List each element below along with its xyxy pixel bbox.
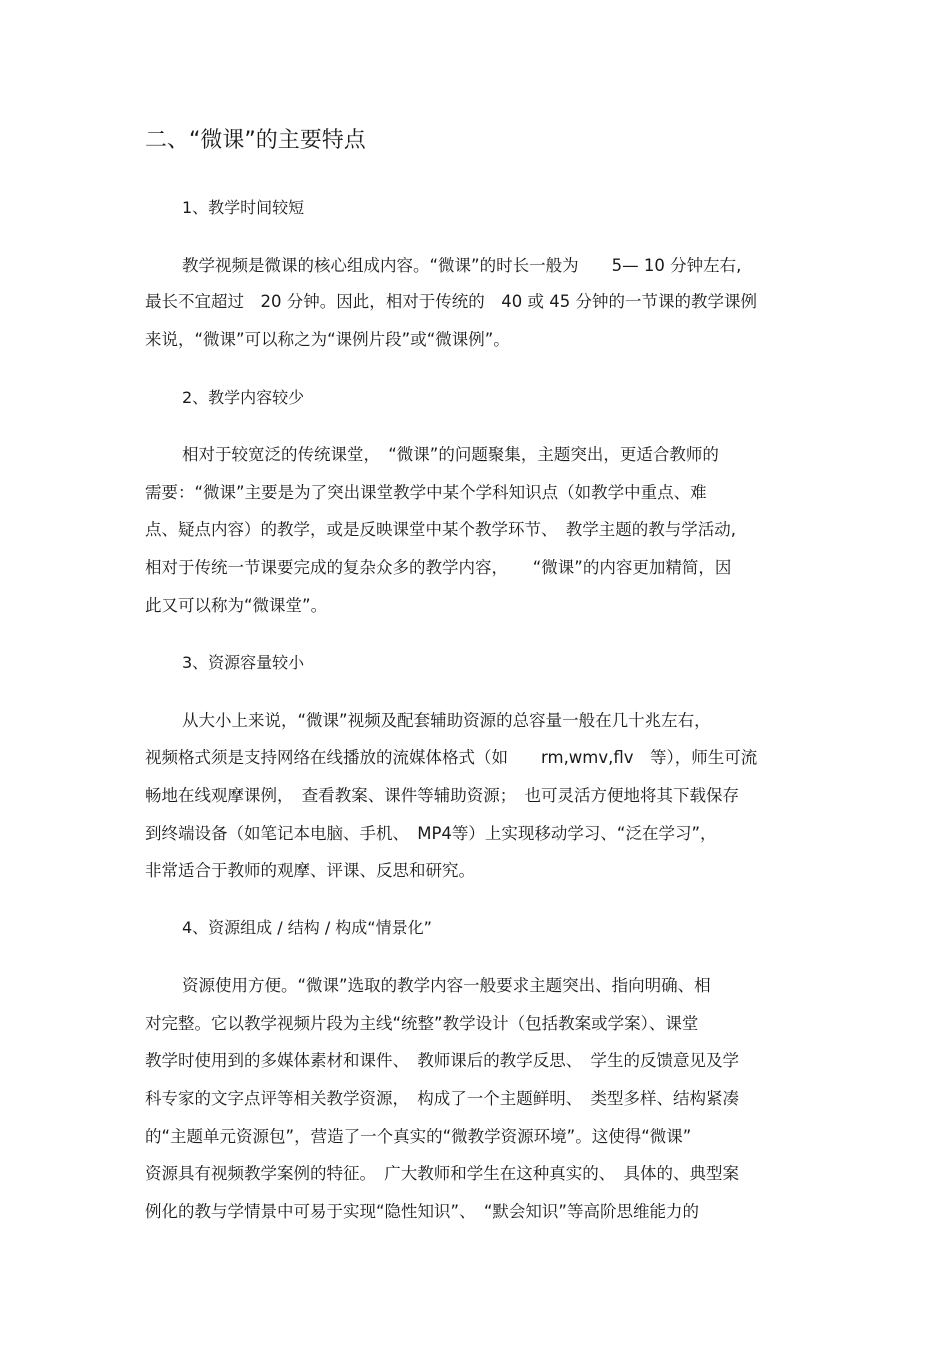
paragraph-1-line-3: 来说，“微课”可以称之为“课例片段”或“微课例”。 [145,330,510,349]
paragraph-3-line-2: 视频格式须是支持网络在线播放的流媒体格式（如 rm,wmv,flv 等），师生可流 [145,748,758,767]
paragraph-3-line-4: 到终端设备（如笔记本电脑、手机、 MP4等）上实现移动学习、“泛在学习”， [145,824,717,843]
subheading-3: 3、资源容量较小 [182,653,305,672]
paragraph-4-line-4: 科专家的文字点评等相关教学资源， 构成了一个主题鲜明、 类型多样、结构紧凑 [145,1089,739,1108]
paragraph-4-line-2: 对完整。它以教学视频片段为主线“统整”教学设计（包括教案或学案）、课堂 [145,1014,699,1033]
paragraph-1-line-1: 教学视频是微课的核心组成内容。“微课”的时长一般为 5— 10 分钟左右, [182,256,742,275]
paragraph-3-line-1: 从大小上来说，“微课”视频及配套辅助资源的总容量一般在几十兆左右， [182,711,711,730]
paragraph-2-line-4: 相对于传统一节课要完成的复杂众多的教学内容， “微课”的内容更加精简，因 [145,558,732,577]
paragraph-3-line-5: 非常适合于教师的观摩、评课、反思和研究。 [145,861,475,880]
paragraph-2-line-1: 相对于较宽泛的传统课堂， “微课”的问题聚集，主题突出，更适合教师的 [182,445,719,464]
paragraph-4-line-5: 的“主题单元资源包”，营造了一个真实的“微教学资源环境”。这使得“微课” [145,1127,692,1146]
paragraph-4-line-3: 教学时使用到的多媒体素材和课件、 教师课后的教学反思、 学生的反馈意见及学 [145,1051,739,1070]
paragraph-3-line-3: 畅地在线观摩课例， 查看教案、课件等辅助资源； 也可灵活方便地将其下载保存 [145,786,739,805]
paragraph-4-line-6: 资源具有视频教学案例的特征。 广大教师和学生在这种真实的、 具体的、典型案 [145,1164,739,1183]
paragraph-4-line-1: 资源使用方便。“微课”选取的教学内容一般要求主题突出、指向明确、相 [182,976,711,995]
paragraph-4-line-7: 例化的教与学情景中可易于实现“隐性知识”、 “默会知识”等高阶思维能力的 [145,1202,699,1221]
paragraph-1-line-2: 最长不宜超过 20 分钟。因此，相对于传统的 40 或 45 分钟的一节课的教学课例 [145,292,757,311]
paragraph-2-line-5: 此又可以称为“微课堂”。 [145,596,328,615]
paragraph-2-line-2: 需要：“微课”主要是为了突出课堂教学中某个学科知识点（如教学中重点、难 [145,483,707,502]
paragraph-2-line-3: 点、疑点内容）的教学，或是反映课堂中某个教学环节、 教学主题的教与学活动, [145,520,736,539]
subheading-2: 2、教学内容较少 [182,388,305,407]
section-title: 二、“微课”的主要特点 [145,128,366,153]
subheading-1: 1、教学时间较短 [182,198,305,217]
subheading-4: 4、资源组成 / 结构 / 构成“情景化” [182,918,432,937]
